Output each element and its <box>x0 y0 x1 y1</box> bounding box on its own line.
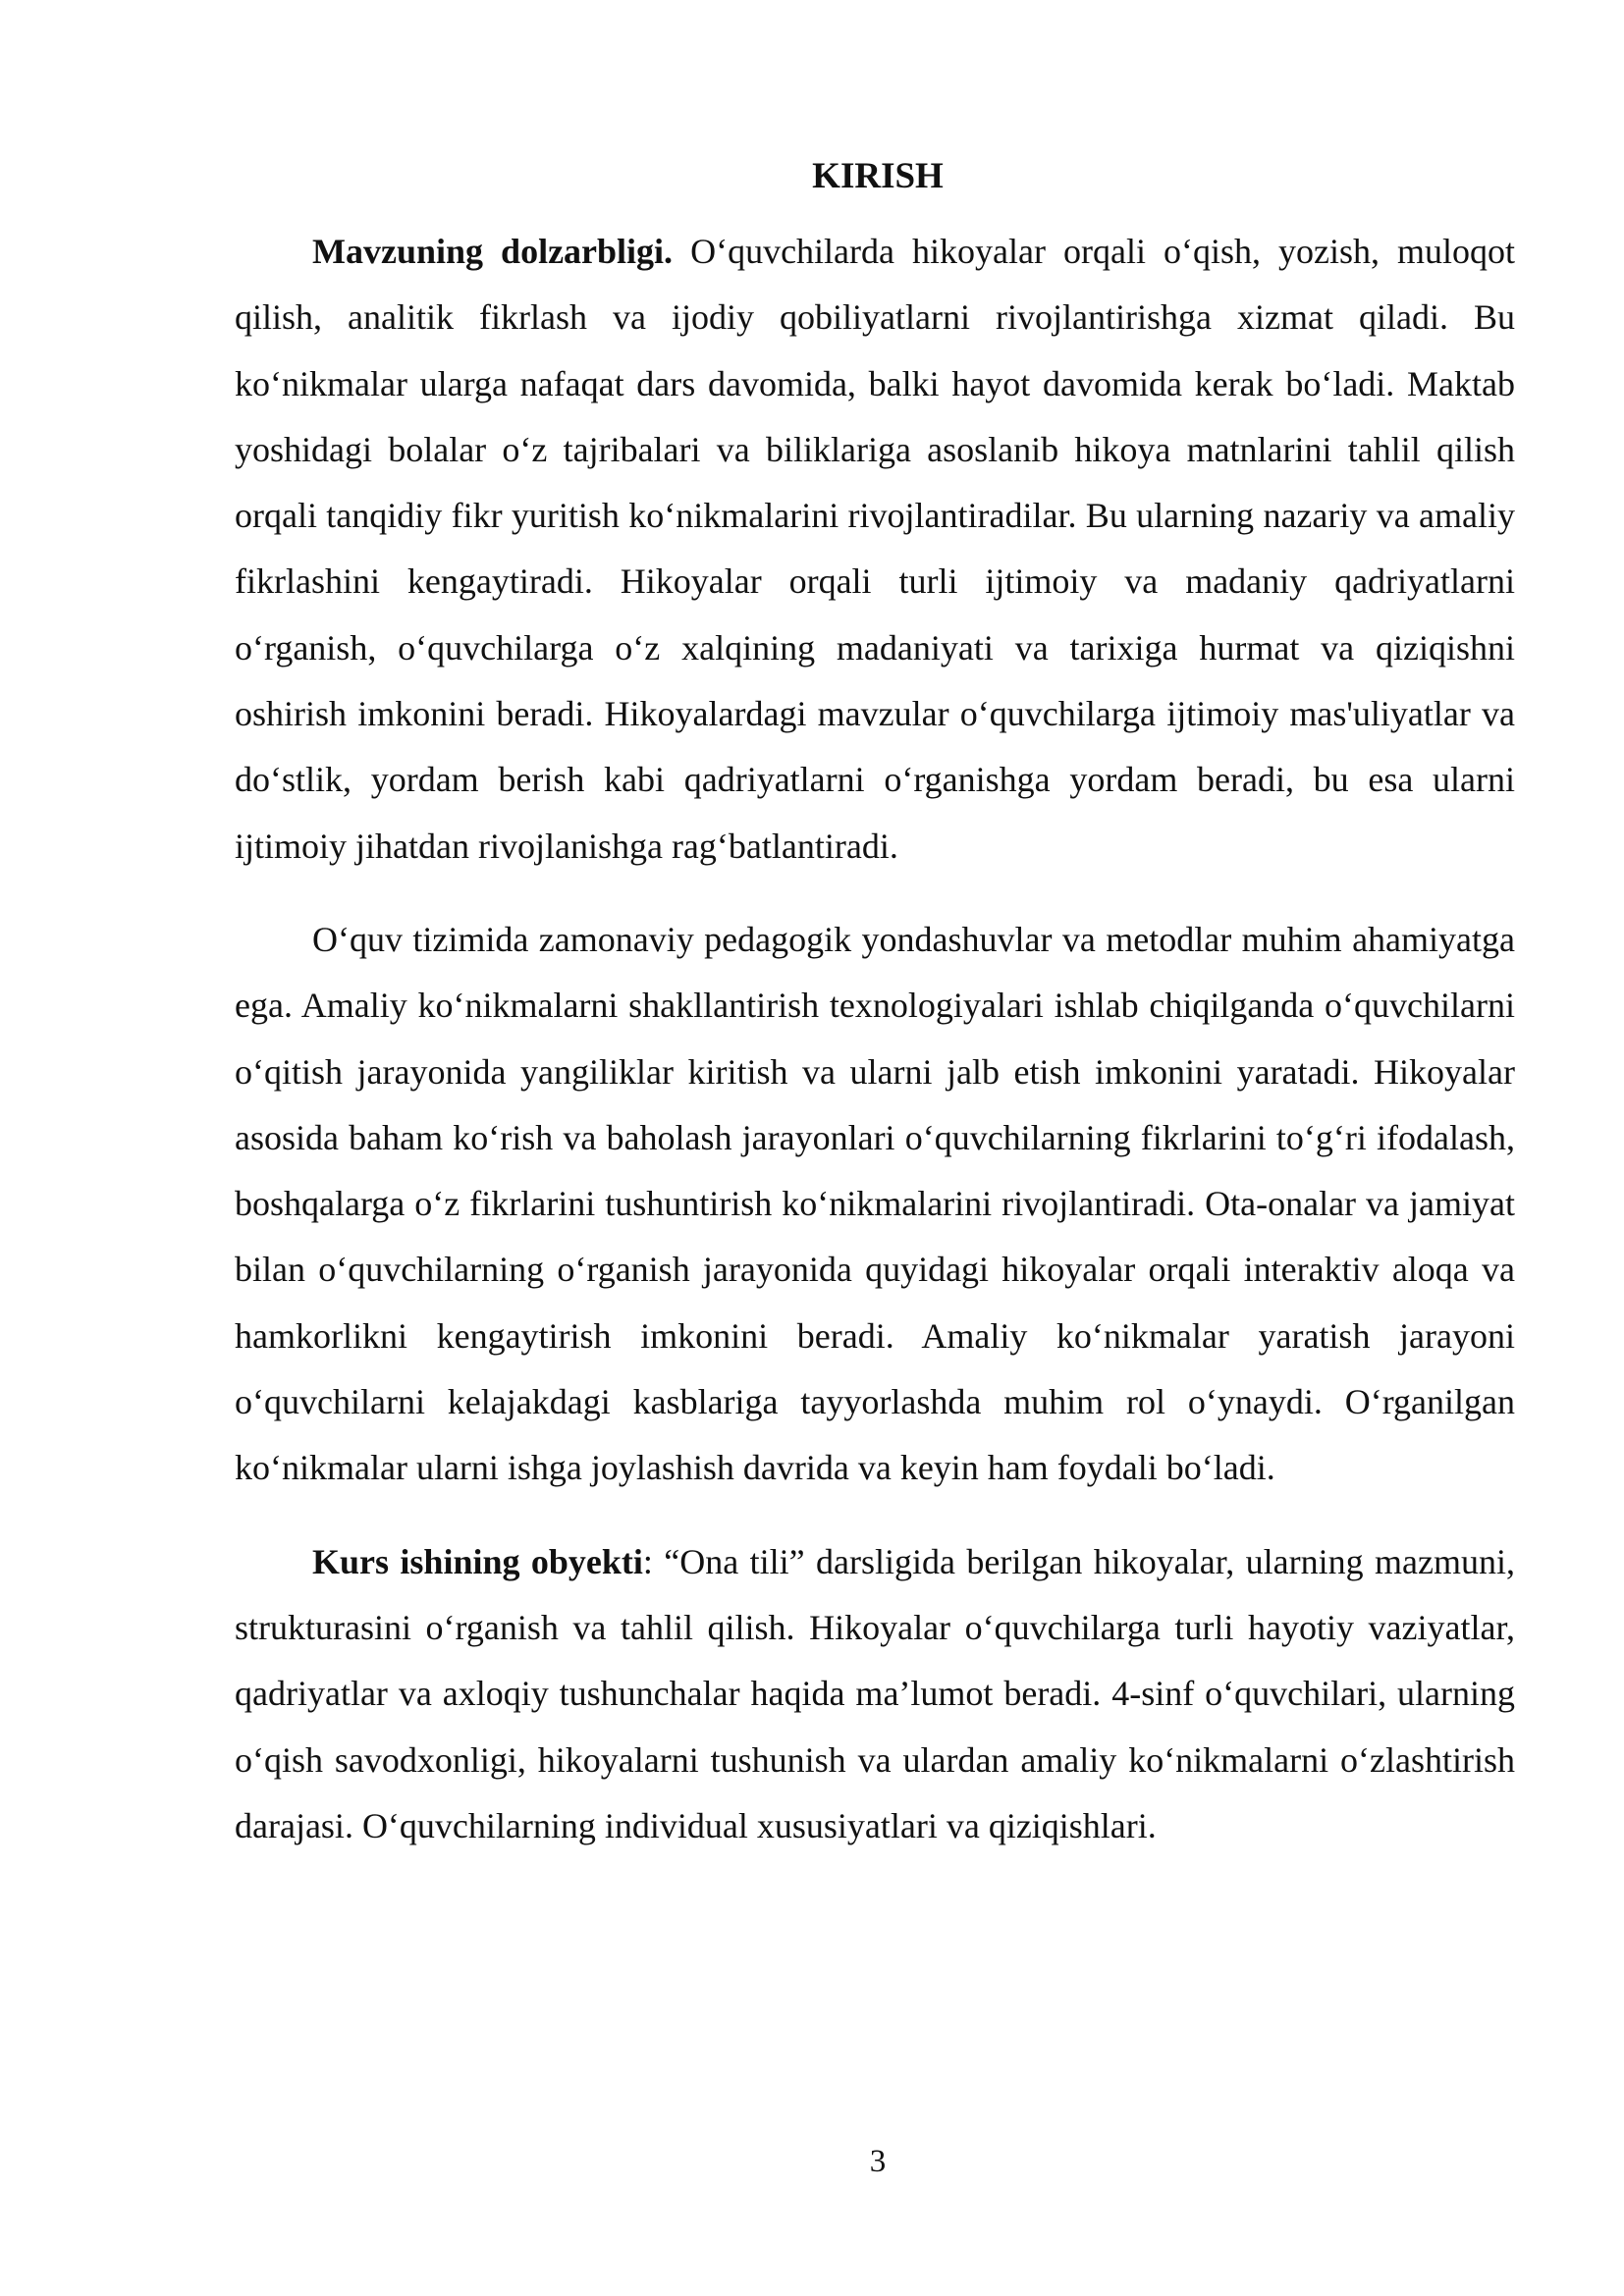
paragraph-text: O‘quvchilarda hikoyalar orqali o‘qish, yozish, muloqot qilish, analitik fikrlash va ijodiy qobiliyatlarni rivojlantirishga xizmat qiladi. Bu ko‘nikmalar ularga nafaqat dars davomida, balki hayot davomida kerak bo‘ladi. Maktab yoshidagi bolalar o‘z tajribalari va biliklariga asoslanib hikoya matnlarini tahlil qilish orqali tanqidiy fikr yuritish ko‘nikmalarini rivojlantiradilar. Bu ularning nazariy va amaliy fikrlashini kengaytiradi. Hikoyalar orqali turli ijtimoiy va madaniy qadriyatlarni o‘rganish, o‘quvchilarga o‘z xalqining madaniyati va tarixiga hurmat va qiziqishni oshirish imkonini beradi. Hikoyalardagi mavzular o‘quvchilarga ijtimoiy mas'uliyatlar va do‘stlik, yordam berish kabi qadriyatlarni o‘rganishga yordam beradi, bu esa ularni ijtimoiy jihatdan rivojlanishga rag‘batlantiradi. <box>235 232 1515 866</box>
paragraph-object <box>235 1529 1515 1859</box>
page-number: 3 <box>869 2144 887 2179</box>
paragraph-text: : “Ona tili” darsligida berilgan hikoyalar, ularning mazmuni, strukturasini o‘rganish va tahlil qilish. Hikoyalar o‘quvchilarga turli hayotiy vaziyatlar, qadriyatlar va axloqiy tushunchalar haqida ma’lumot beradi. 4-sinf o‘quvchilari, ularning o‘qish savodxonligi, hikoyalarni tushunish va ulardan amaliy ko‘nikmalarni o‘zlashtirish darajasi. O‘quvchilarning individual xususiyatlari va qiziqishlari. <box>235 1541 1515 1845</box>
paragraph-relevance <box>235 219 1515 880</box>
body-text <box>235 219 1515 1859</box>
paragraph-lead: Kurs ishining obyekti <box>312 1541 643 1581</box>
paragraph-approaches <box>235 907 1515 1502</box>
section-heading: KIRISH <box>812 156 944 196</box>
paragraph-lead: Mavzuning dolzarbligi. <box>312 232 674 271</box>
paragraph-text: O‘quv tizimida zamonaviy pedagogik yondashuvlar va metodlar muhim ahamiyatga ega. Amaliy ko‘nikmalarni shakllantirish texnologiyalari ishlab chiqilganda o‘quvchilarni o‘qitish jarayonida yangiliklar kiritish va ularni jalb etish imkonini yaratadi. Hikoyalar asosida baham ko‘rish va baholash jarayonlari o‘quvchilarning fikrlarini to‘g‘ri ifodalash, boshqalarga o‘z fikrlarini tushuntirish ko‘nikmalarini rivojlantiradi. Ota-onalar va jamiyat bilan o‘quvchilarning o‘rganish jarayonida quyidagi hikoyalar orqali interaktiv aloqa va hamkorlikni kengaytirish imkonini beradi. Amaliy ko‘nikmalar yaratish jarayoni o‘quvchilarni kelajakdagi kasblariga tayyorlashda muhim rol o‘ynaydi. O‘rganilgan ko‘nikmalar ularni ishga joylashish davrida va keyin ham foydali bo‘ladi. <box>235 919 1515 1488</box>
